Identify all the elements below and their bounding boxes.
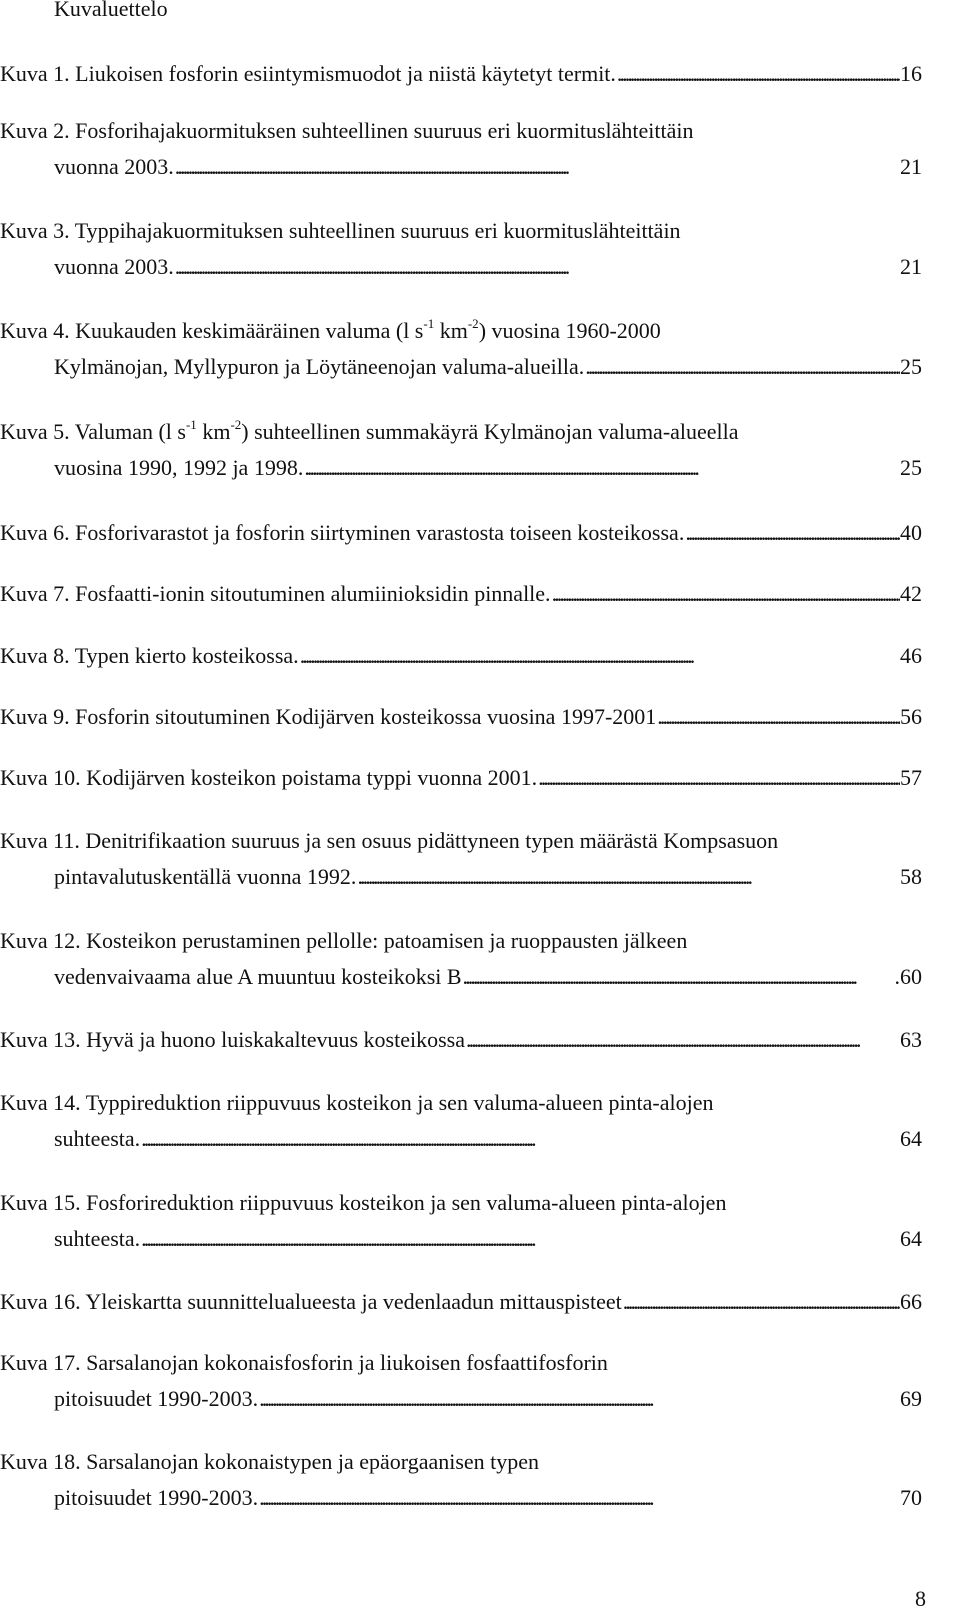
entry-text: Kuva 1. Liukoisen fosforin esiintymismuodot ja niistä käytetyt termit.	[0, 61, 616, 86]
figure-entry	[0, 1284, 922, 1320]
figure-entry	[0, 1185, 922, 1257]
figure-entry	[0, 213, 922, 285]
entry-line	[0, 1185, 922, 1221]
dot-leader	[551, 576, 900, 612]
dot-leader	[174, 249, 900, 285]
entry-page-number: 25	[900, 455, 922, 480]
dot-leader	[684, 515, 900, 551]
figure-entry	[0, 515, 922, 551]
entry-text: vuosina 1990, 1992 ja 1998.	[54, 455, 304, 480]
entry-text: Kuva 18. Sarsalanojan kokonaistypen ja epäorgaanisen typen	[0, 1449, 540, 1474]
entry-text: Kuva 13. Hyvä ja huono luiskakaltevuus kosteikossa	[0, 1027, 465, 1052]
entry-page-number: 42	[900, 581, 922, 606]
entry-text: suhteesta.	[54, 1126, 141, 1151]
entry-line	[0, 923, 922, 959]
entry-text: Kuva 2. Fosforihajakuormituksen suhteellinen suuruus eri kuormituslähteittäin	[0, 118, 694, 143]
entry-line	[0, 1480, 922, 1516]
dot-leader	[616, 56, 900, 92]
figure-entry	[0, 313, 922, 385]
entry-page-number: 64	[900, 1226, 922, 1251]
figure-entry	[0, 414, 922, 486]
entry-line	[0, 576, 922, 612]
dot-leader	[622, 1284, 900, 1320]
entry-text: suhteesta.	[54, 1226, 141, 1251]
entry-line	[0, 638, 922, 674]
entry-line	[0, 1221, 922, 1257]
entry-text: Kuva 8. Typen kierto kosteikossa.	[0, 643, 299, 668]
entry-text: Kuva 5. Valuman (l $s^{-1}$ $km^{-2}$) suhteellinen summakäyrä Kylmänojan valuma-alueella	[0, 417, 739, 444]
entry-line	[0, 213, 922, 249]
dot-leader	[140, 1121, 900, 1157]
entry-page-number: 56	[900, 704, 922, 729]
dot-leader	[656, 699, 900, 735]
entry-text: Kuva 9. Fosforin sitoutuminen Kodijärven kosteikossa vuosina 1997-2001	[0, 704, 657, 729]
figure-entry	[0, 56, 922, 92]
entry-line	[0, 1444, 922, 1480]
entry-line	[0, 959, 922, 995]
entry-page-number: 46	[900, 643, 922, 668]
entry-text: vuonna 2003.	[54, 154, 174, 179]
entry-line	[0, 1085, 922, 1121]
figure-entry	[0, 823, 922, 895]
dot-leader	[584, 349, 900, 385]
figure-entry	[0, 760, 922, 796]
dot-leader	[140, 1221, 900, 1257]
entry-page-number: 40	[900, 520, 922, 545]
entry-page-number: 16	[900, 61, 922, 86]
entry-text: Kuva 17. Sarsalanojan kokonaisfosforin ja liukoisen fosfaattifosforin	[0, 1350, 608, 1375]
entry-line	[0, 414, 922, 450]
entry-line	[0, 1121, 922, 1157]
figure-entry	[0, 1022, 922, 1058]
entry-line	[0, 515, 922, 551]
entry-text: vedenvaivaama alue A muuntuu kosteikoksi B	[54, 964, 462, 989]
entry-line	[0, 249, 922, 285]
dot-leader	[462, 959, 895, 995]
entry-text: Kuva 11. Denitrifikaation suuruus ja sen osuus pidättyneen typen määrästä Kompsasuon	[0, 828, 779, 853]
figure-entry	[0, 1345, 922, 1417]
entry-page-number: 58	[900, 864, 922, 889]
entry-line	[0, 859, 922, 895]
figure-entry	[0, 923, 922, 995]
entry-page-number: 64	[900, 1126, 922, 1151]
entry-line	[0, 56, 922, 92]
dot-leader	[258, 1480, 900, 1516]
entry-text: Kuva 12. Kosteikon perustaminen pellolle: patoamisen ja ruoppausten jälkeen	[0, 928, 688, 953]
entry-text: Kylmänojan, Myllypuron ja Löytäneenojan valuma-alueilla.	[54, 354, 585, 379]
entry-text: Kuva 6. Fosforivarastot ja fosforin siirtyminen varastosta toiseen kosteikossa.	[0, 520, 685, 545]
dot-leader	[258, 1381, 900, 1417]
entry-line	[0, 149, 922, 185]
dot-leader	[356, 859, 900, 895]
figure-entry	[0, 113, 922, 185]
entry-page-number: 69	[900, 1386, 922, 1411]
entry-line	[0, 760, 922, 796]
entry-page-number: 70	[900, 1485, 922, 1510]
figure-entry	[0, 638, 922, 674]
entry-text: Kuva 15. Fosforireduktion riippuvuus kosteikon ja sen valuma-alueen pinta-alojen	[0, 1190, 727, 1215]
page-number: 8	[915, 1586, 926, 1611]
entry-page-number: 63	[900, 1027, 922, 1052]
figure-entry	[0, 1085, 922, 1157]
entry-text: Kuva 3. Typpihajakuormituksen suhteellinen suuruus eri kuormituslähteittäin	[0, 218, 681, 243]
entry-text: Kuva 4. Kuukauden keskimääräinen valuma (l $s^{-1}$ $km^{-2}$) vuosina 1960-2000	[0, 316, 661, 343]
page-heading: Kuvaluettelo	[54, 0, 168, 21]
entry-line	[0, 313, 922, 349]
entry-text: pintavalutuskentällä vuonna 1992.	[54, 864, 357, 889]
dot-leader	[303, 450, 900, 486]
entry-line	[0, 1345, 922, 1381]
dot-leader	[174, 149, 900, 185]
entry-page-number: .60	[894, 964, 922, 989]
figure-entry	[0, 699, 922, 735]
entry-text: vuonna 2003.	[54, 254, 174, 279]
entry-line	[0, 113, 922, 149]
entry-text: Kuva 7. Fosfaatti-ionin sitoutuminen alumiinioksidin pinnalle.	[0, 581, 551, 606]
entry-line	[0, 349, 922, 385]
figure-entry	[0, 576, 922, 612]
entry-text: pitoisuudet 1990-2003.	[54, 1485, 259, 1510]
entry-line	[0, 1022, 922, 1058]
entry-page-number: 66	[900, 1289, 922, 1314]
entry-line	[0, 1381, 922, 1417]
entry-text: Kuva 16. Yleiskartta suunnittelualueesta ja vedenlaadun mittauspisteet	[0, 1289, 622, 1314]
dot-leader	[465, 1022, 900, 1058]
entry-line	[0, 1284, 922, 1320]
figure-entry	[0, 1444, 922, 1516]
entry-text: pitoisuudet 1990-2003.	[54, 1386, 259, 1411]
dot-leader	[537, 760, 900, 796]
entry-line	[0, 823, 922, 859]
dot-leader	[299, 638, 900, 674]
entry-page-number: 21	[900, 154, 922, 179]
entry-text: Kuva 10. Kodijärven kosteikon poistama typpi vuonna 2001.	[0, 765, 538, 790]
entry-line	[0, 450, 922, 486]
entry-page-number: 25	[900, 354, 922, 379]
entry-page-number: 57	[900, 765, 922, 790]
entry-text: Kuva 14. Typpireduktion riippuvuus kosteikon ja sen valuma-alueen pinta-alojen	[0, 1090, 714, 1115]
entry-line	[0, 699, 922, 735]
entry-page-number: 21	[900, 254, 922, 279]
